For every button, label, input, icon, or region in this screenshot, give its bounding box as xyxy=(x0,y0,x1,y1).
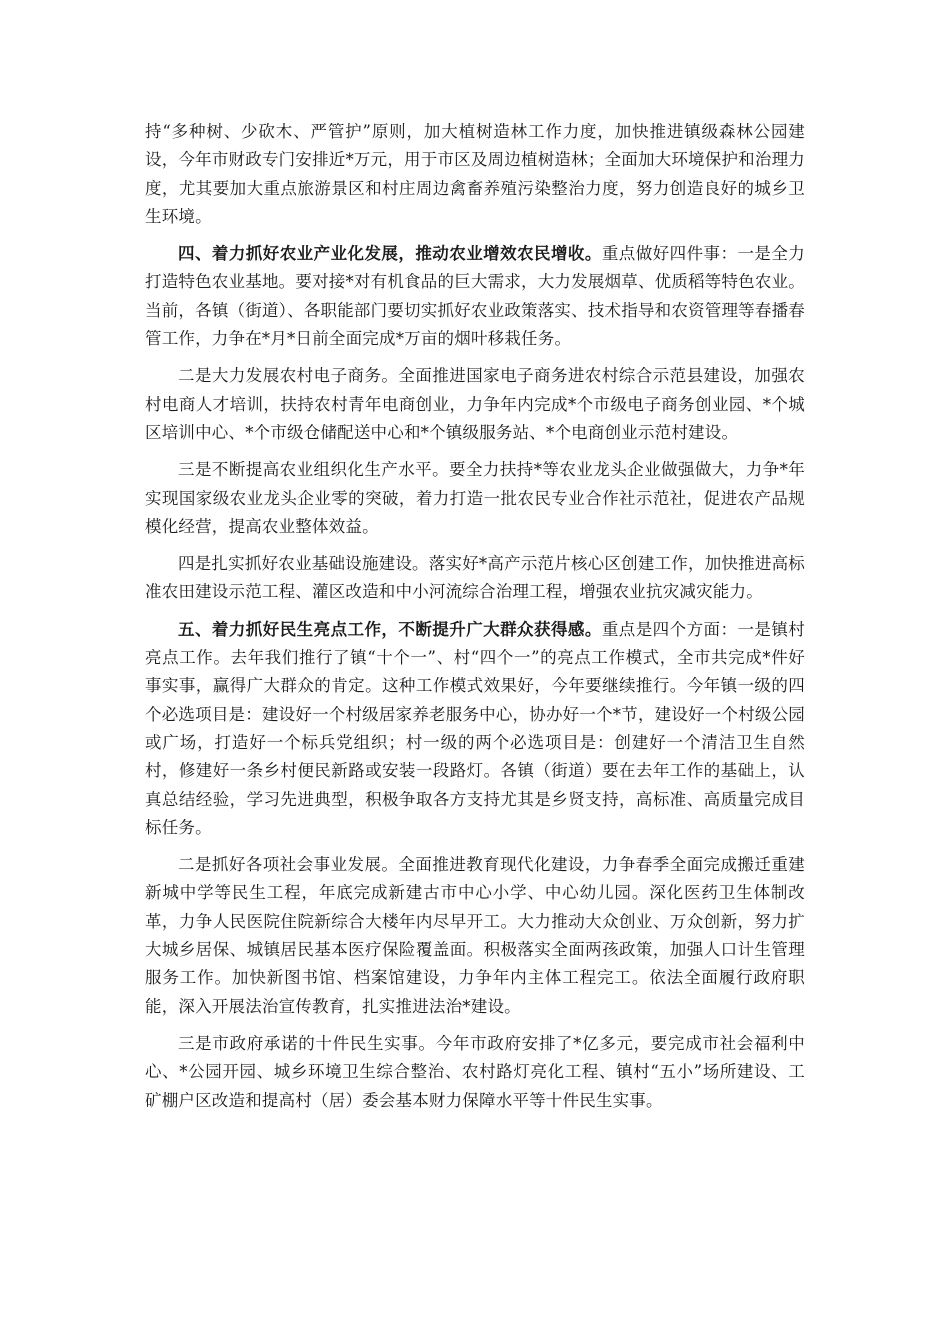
paragraph-8-text: 三是市政府承诺的十件民生实事。今年市政府安排了*亿多元，要完成市社会福利中心、*公园开园、城乡环境卫生综合整治、农村路灯亮化工程、镇村“五小”场所建设、工矿棚户区改造和提高村（居）委会基本财力保障水平等十件民生实事。 xyxy=(145,1033,805,1110)
document-page xyxy=(145,118,805,1124)
section-heading-4: 四、着力抓好农业产业化发展，推动农业增效农民增收。 xyxy=(178,244,602,264)
paragraph-4-text: 三是不断提高农业组织化生产水平。要全力扶持*等农业龙头企业做强做大，力争*年实现国家级农业龙头企业零的突破，着力打造一批农民专业合作社示范社，促进农产品规模化经营，提高农业整体效益。 xyxy=(145,460,805,536)
paragraph-5-text: 四是扎实抓好农业基础设施建设。落实好*高产示范片核心区创建工作，加快推进高标准农田建设示范工程、灌区改造和中小河流综合治理工程，增强农业抗灾减灾能力。 xyxy=(145,554,805,602)
paragraph-3-text: 二是大力发展农村电子商务。全面推进国家电子商务进农村综合示范县建设，加强农村电商人才培训，扶持农村青年电商创业，力争年内完成*个市级电子商务创业园、*个城区培训中心、*个市级仓储配送中心和*个镇级服务站、*个电商创业示范村建设。 xyxy=(145,366,805,442)
paragraph-1 xyxy=(145,118,805,231)
paragraph-5 xyxy=(145,550,805,607)
paragraph-6 xyxy=(145,616,805,842)
paragraph-1-text: 持“多种树、少砍木、严管护”原则，加大植树造林工作力度，加快推进镇级森林公园建设，今年市财政专门安排近*万元，用于市区及周边植树造林；全面加大环境保护和治理力度，尤其要加大重点旅游景区和村庄周边禽畜养殖污染整治力度，努力创造良好的城乡卫生环境。 xyxy=(145,122,805,226)
paragraph-8 xyxy=(145,1030,805,1115)
paragraph-7-text: 二是抓好各项社会事业发展。全面推进教育现代化建设，力争春季全面完成搬迁重建新城中学等民生工程，年底完成新建古市中心小学、中心幼儿园。深化医药卫生体制改革，力争人民医院住院新综合大楼年内尽早开工。大力推动大众创业、万众创新，努力扩大城乡居保、城镇居民基本医疗保险覆盖面。积极落实全面两孩政策，加强人口计生管理服务工作。加快新图书馆、档案馆建设，力争年内主体工程完工。依法全面履行政府职能，深入开展法治宣传教育，扎实推进法治*建设。 xyxy=(145,855,805,1016)
paragraph-6-text: 重点是四个方面：一是镇村亮点工作。去年我们推行了镇“十个一”、村“四个一”的亮点工作模式，全市共完成*件好事实事，赢得广大群众的肯定。这种工作模式效果好，今年要继续推行。今年镇一级的四个必选项目是：建设好一个村级居家养老服务中心，协办好一个*节，建设好一个村级公园或广场，打造好一个标兵党组织；村一级的两个必选项目是：创建好一个清洁卫生自然村，修建好一条乡村便民新路或安装一段路灯。各镇（街道）要在去年工作的基础上，认真总结经验，学习先进典型，积极争取各方支持尤其是乡贤支持，高标准、高质量完成目标任务。 xyxy=(145,619,806,837)
section-heading-5: 五、着力抓好民生亮点工作，不断提升广大群众获得感。 xyxy=(178,619,602,639)
paragraph-2-text: 重点做好四件事：一是全力打造特色农业基地。要对接*对有机食品的巨大需求，大力发展烟草、优质稻等特色农业。当前，各镇（街道）、各职能部门要切实抓好农业政策落实、技术指导和农资管理等春播春管工作，力争在*月*日前全面完成*万亩的烟叶移栽任务。 xyxy=(145,244,806,349)
paragraph-4 xyxy=(145,456,805,541)
paragraph-2 xyxy=(145,240,805,353)
paragraph-3 xyxy=(145,362,805,447)
paragraph-7 xyxy=(145,851,805,1021)
